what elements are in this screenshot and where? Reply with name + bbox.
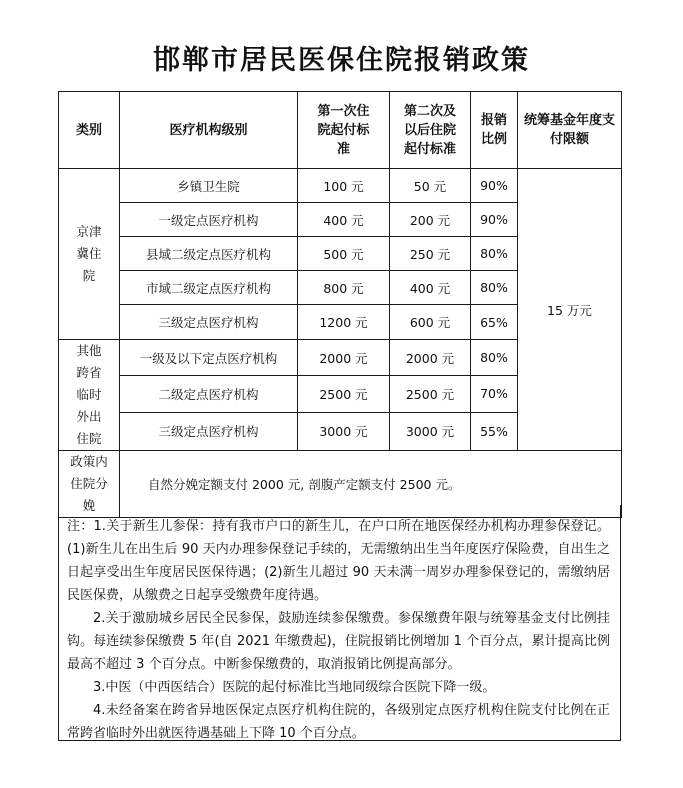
cell-second: 600 元 — [390, 305, 471, 340]
category-policy-text: 政策内住院分娩 — [70, 454, 108, 513]
cell-level: 三级定点医疗机构 — [120, 412, 298, 450]
header-first-text: 第一次住院起付标准 — [317, 103, 370, 157]
header-level: 医疗机构级别 — [120, 92, 298, 169]
cell-first: 1200 元 — [298, 305, 390, 340]
cell-ratio: 55% — [471, 412, 518, 450]
cell-level: 乡镇卫生院 — [120, 169, 298, 203]
cell-second: 200 元 — [390, 203, 471, 237]
note-1: 注：1.关于新生儿参保：持有我市户口的新生儿，在户口所在地医保经办机构办理参保登记。(1)新生儿在出生后 90 天内办理参保登记手续的，无需缴纳出生当年度医疗保险费，自出生之日起享受出生年度居民医保待遇；(2)新生儿超过 90 天未满一周岁办理参保登记的，需缴纳居民医保费，从缴费之日起享受缴费年度待遇。 — [67, 519, 610, 603]
header-category: 类别 — [59, 92, 120, 169]
cell-first: 400 元 — [298, 203, 390, 237]
cell-first: 500 元 — [298, 237, 390, 271]
category-other-text: 其他跨省临时外出住院 — [76, 343, 102, 446]
cell-level: 三级定点医疗机构 — [120, 305, 298, 340]
cell-ratio: 80% — [471, 340, 518, 376]
cell-first: 100 元 — [298, 169, 390, 203]
cell-first: 800 元 — [298, 271, 390, 305]
header-ratio-text: 报销比例 — [480, 113, 507, 147]
cell-level: 一级及以下定点医疗机构 — [120, 340, 298, 376]
table-row — [59, 169, 622, 203]
cell-first: 2500 元 — [298, 376, 390, 412]
header-row — [59, 92, 622, 169]
header-second-text: 第二次及以后住院起付标准 — [403, 103, 456, 157]
cell-level: 县域二级定点医疗机构 — [120, 237, 298, 271]
cell-second: 400 元 — [390, 271, 471, 305]
cell-ratio: 65% — [471, 305, 518, 340]
cell-ratio: 80% — [471, 271, 518, 305]
cell-second: 2000 元 — [390, 340, 471, 376]
policy-table — [58, 91, 622, 518]
cell-ratio: 80% — [471, 237, 518, 271]
cell-second: 3000 元 — [390, 412, 471, 450]
notes-section — [58, 505, 621, 741]
birth-policy-text: 自然分娩定额支付 2000 元, 剖腹产定额支付 2500 元。 — [120, 451, 622, 518]
limit-value: 15 万元 — [518, 169, 622, 451]
page-title: 邯郸市居民医保住院报销政策 — [153, 45, 530, 76]
note-3: 3.中医（中西医结合）医院的起付标准比当地同级综合医院下降一级。 — [93, 680, 496, 695]
header-limit-text: 统筹基金年度支付限额 — [523, 113, 615, 147]
cell-ratio: 90% — [471, 169, 518, 203]
category-jjj-text: 京津冀住院 — [76, 224, 102, 283]
cell-second: 50 元 — [390, 169, 471, 203]
header-second — [390, 92, 471, 169]
header-limit — [518, 92, 622, 169]
cell-ratio: 90% — [471, 203, 518, 237]
cell-first: 3000 元 — [298, 412, 390, 450]
cell-first: 2000 元 — [298, 340, 390, 376]
cell-level: 二级定点医疗机构 — [120, 376, 298, 412]
cell-level: 一级定点医疗机构 — [120, 203, 298, 237]
category-other — [59, 340, 120, 451]
note-4: 4.未经备案在跨省异地医保定点医疗机构住院的，各级别定点医疗机构住院支付比例在正常跨省临时外出就医待遇基础上下降 10 个百分点。 — [67, 703, 610, 741]
header-ratio — [471, 92, 518, 169]
cell-ratio: 70% — [471, 376, 518, 412]
cell-second: 250 元 — [390, 237, 471, 271]
header-first — [298, 92, 390, 169]
category-jjj — [59, 169, 120, 340]
cell-level: 市域二级定点医疗机构 — [120, 271, 298, 305]
note-2: 2.关于激励城乡居民全民参保，鼓励连续参保缴费。参保缴费年限与统筹基金支付比例挂钩。每连续参保缴费 5 年(自 2021 年缴费起)，住院报销比例增加 1 个百分点，累计提高比例最高不超过 3 个百分点。中断参保缴费的，取消报销比例提高部分。 — [67, 611, 610, 672]
cell-second: 2500 元 — [390, 376, 471, 412]
